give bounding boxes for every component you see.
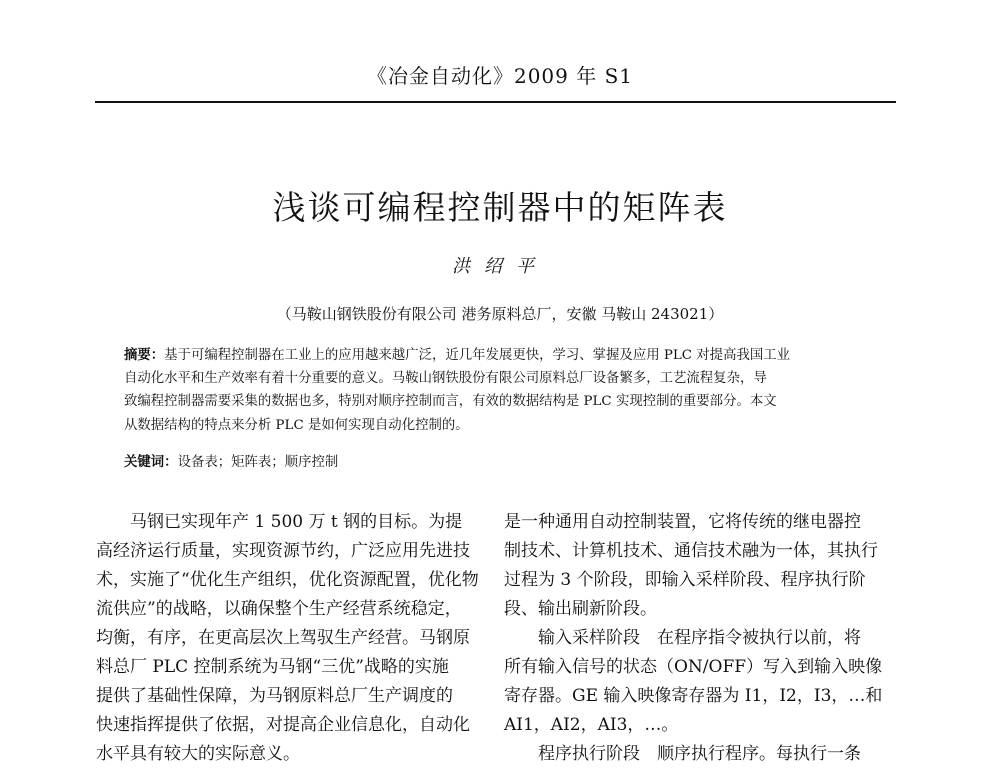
body-line: 水平具有较大的实际意义。 <box>96 744 300 764</box>
body-column-right <box>504 508 900 769</box>
header-rule <box>95 101 896 103</box>
body-line: 高经济运行质量，实现资源节约，广泛应用先进技 <box>96 541 470 561</box>
body-line: 所有输入信号的状态（ON/OFF）写入到输入映像 <box>504 657 883 677</box>
abstract-line: 从数据结构的特点来分析 PLC 是如何实现自动化控制的。 <box>124 417 469 433</box>
keywords-text: 设备表；矩阵表；顺序控制 <box>177 455 339 470</box>
abstract-line: 致编程控制器需要采集的数据也多，特别对顺序控制而言，有效的数据结构是 PLC 实现控制的重要部分。本文 <box>124 394 777 410</box>
body-line: AI1，AI2，AI3，…。 <box>504 715 679 735</box>
abstract-line: 自动化水平和生产效率有着十分重要的意义。马鞍山钢铁股份有限公司原料总厂设备繁多，工艺流程复杂，导 <box>124 371 767 387</box>
body-column-left <box>96 508 482 769</box>
body-line: 马钢已实现年产 1 500 万 t 钢的目标。为提 <box>96 512 463 532</box>
body-line: 程序执行阶段 顺序执行程序。每执行一条 <box>504 744 861 764</box>
abstract-line <box>124 344 884 367</box>
abstract-label: 摘要： <box>124 347 165 363</box>
keywords <box>124 451 338 470</box>
body-line: 术，实施了“优化生产组织，优化资源配置，优化物 <box>96 570 479 590</box>
abstract-text: 基于可编程控制器在工业上的应用越来越广泛，近几年发展更快，学习、掌握及应用 PLC 对提高我国工业 <box>164 348 791 363</box>
body-line: 提供了基础性保障，为马钢原料总厂生产调度的 <box>96 686 453 706</box>
article-title: 浅谈可编程控制器中的矩阵表 <box>272 188 728 227</box>
body-line: 寄存器。GE 输入映像寄存器为 I1，I2，I3，…和 <box>504 686 883 706</box>
article-author: 洪绍平 <box>452 256 548 277</box>
body-line: 均衡，有序，在更高层次上驾驭生产经营。马钢原 <box>96 628 470 648</box>
body-line: 过程为 3 个阶段，即输入采样阶段、程序执行阶 <box>504 570 866 590</box>
body-line: 输入采样阶段 在程序指令被执行以前，将 <box>504 628 861 648</box>
abstract <box>124 344 884 437</box>
body-line: 料总厂 PLC 控制系统为马钢“三优”战略的实施 <box>96 657 449 677</box>
body-line: 是一种通用自动控制装置，它将传统的继电器控 <box>504 512 861 532</box>
body-line: 流供应”的战略，以确保整个生产经营系统稳定， <box>96 599 462 619</box>
body-line: 段、输出刷新阶段。 <box>504 599 657 619</box>
body-line: 快速指挥提供了依据，对提高企业信息化，自动化 <box>96 715 470 735</box>
author-affiliation: （马鞍山钢铁股份有限公司 港务原料总厂，安徽 马鞍山 243021） <box>276 305 724 323</box>
body-line: 制技术、计算机技术、通信技术融为一体，其执行 <box>504 541 878 561</box>
keywords-label: 关键词： <box>124 454 178 470</box>
journal-header: 《冶金自动化》2009 年 S1 <box>366 64 634 88</box>
